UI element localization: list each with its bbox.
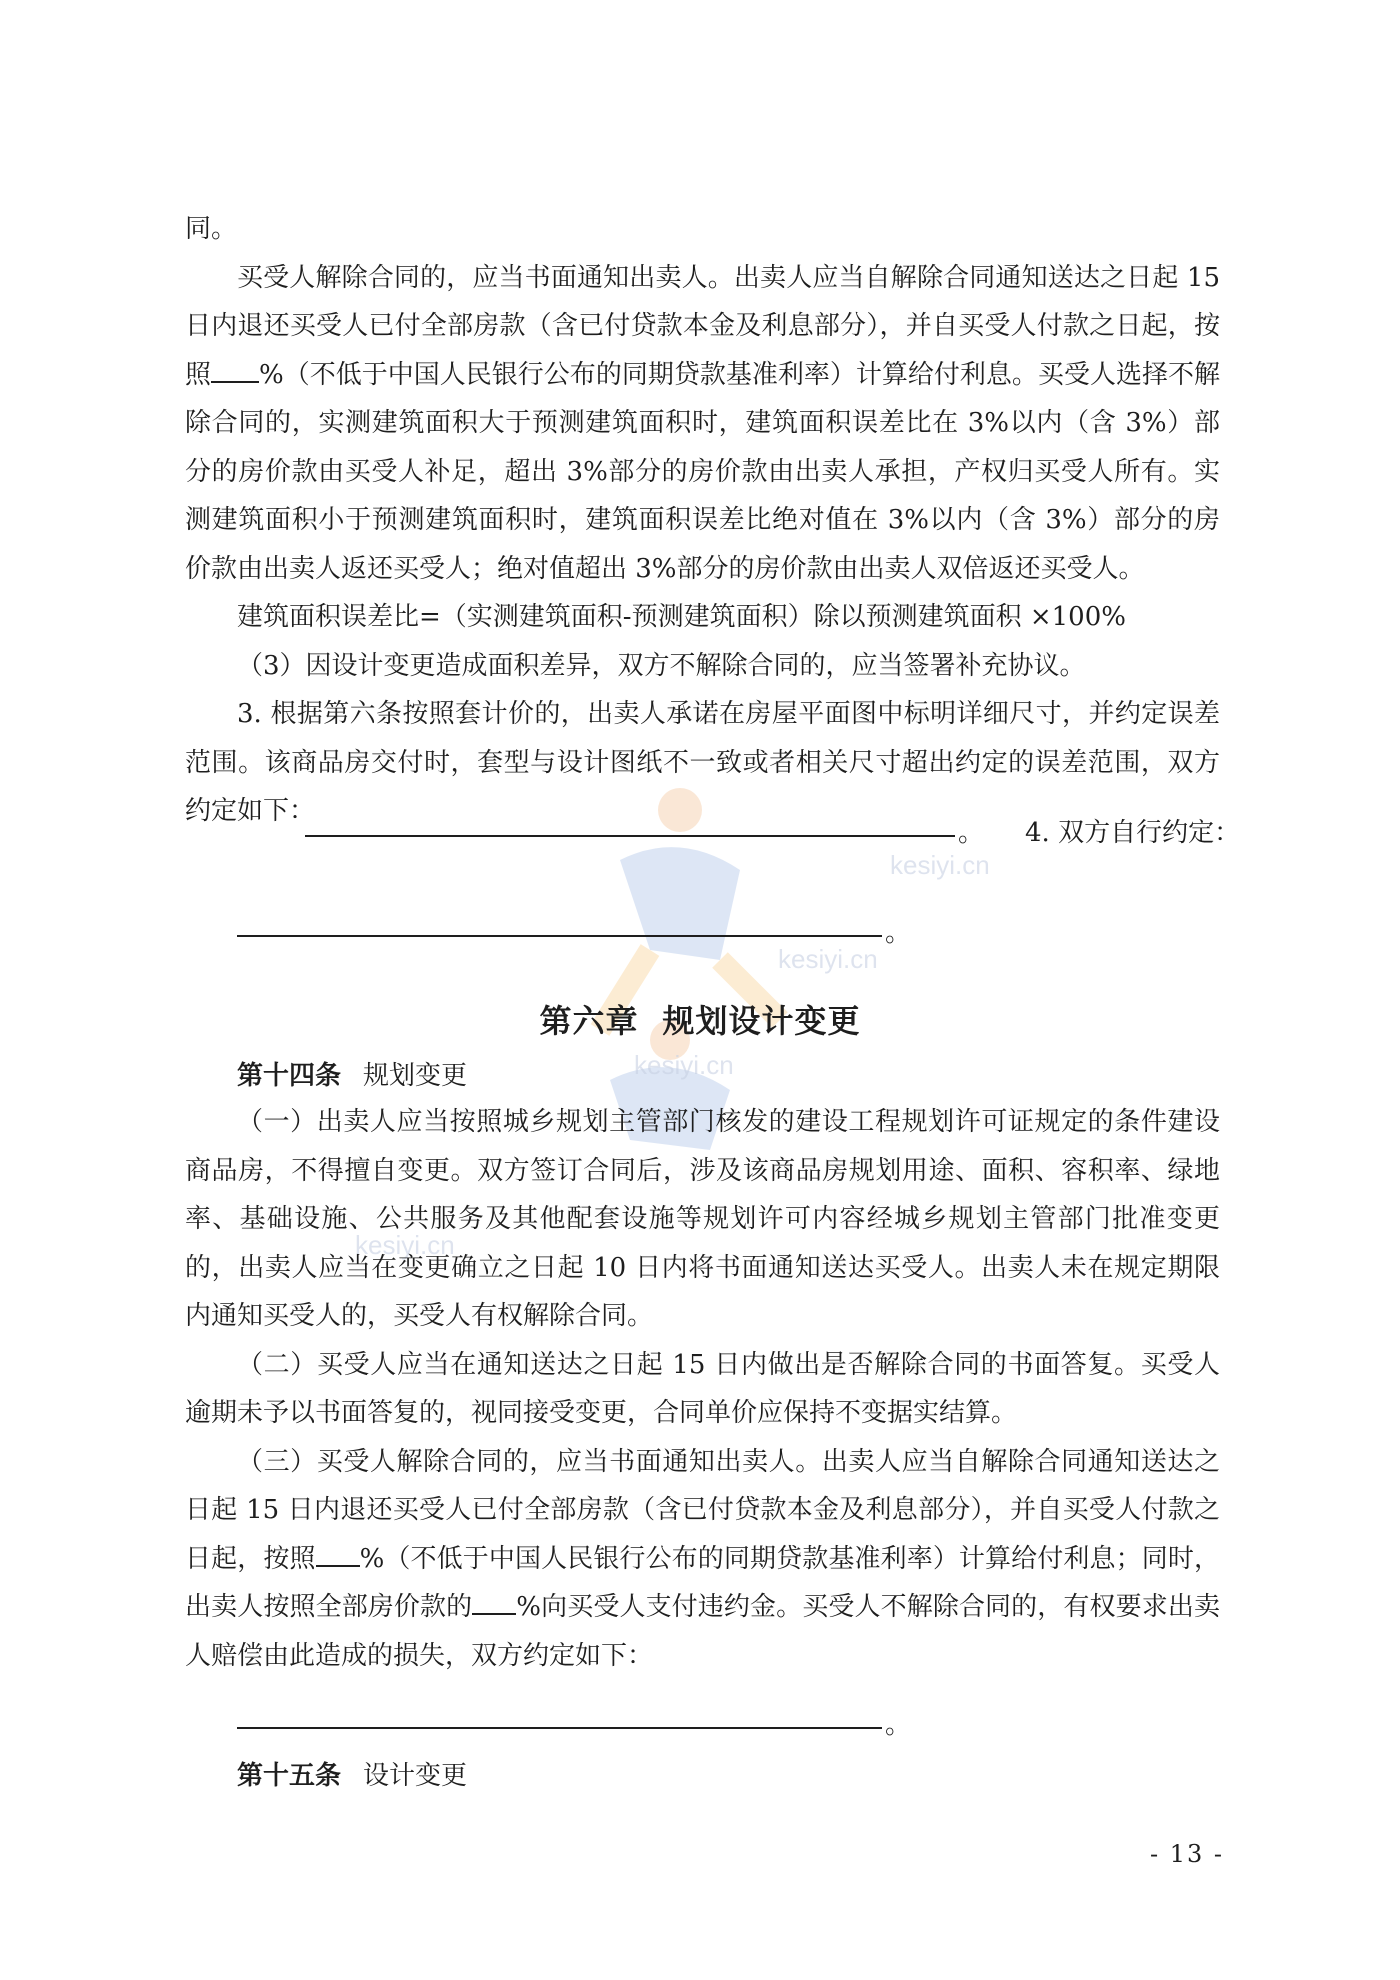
paragraph: （三）买受人解除合同的，应当书面通知出卖人。出卖人应当自解除合同通知送达之日起 15 日内退还买受人已付全部房款（含已付贷款本金及利息部分），并自买受人付款之日起，按照 %（不低于中国人民银行公布的同期贷款基准利率）计算给付利息；同时，出卖人按照全部房价款的 %向买受人支付违约金。买受人不解除合同的，有权要求出卖人赔偿由此造成的损失，双方约定如下： bbox=[185, 1446, 1220, 1671]
fill-blank bbox=[316, 1539, 360, 1567]
paragraph: 买受人解除合同的，应当书面通知出卖人。出卖人应当自解除合同通知送达之日起 15 日内退还买受人已付全部房款（含已付贷款本金及利息部分），并自买受人付款之日起，按照 %（不低于中国人民银行公布的同期贷款基准利率）计算给付利息。买受人选择不解除合同的，实测建筑面积大于预测建筑面积时，建筑面积误差比在 3%以内（含 3%）部分的房价款由买受人补足，超出 3%部分的房价款由出卖人承担，产权归买受人所有。实测建筑面积小于预测建筑面积时，建筑面积误差比绝对值在 3%以内（含 3%）部分的房价款由出卖人返还买受人；绝对值超出 3%部分的房价款由出卖人双倍返还买受人。 bbox=[185, 262, 1220, 584]
fill-line bbox=[305, 835, 955, 837]
body-text-article-14 bbox=[185, 1098, 1220, 1680]
watermark-text: kesiyi.cn bbox=[890, 850, 990, 880]
item-4-label: 4. 双方自行约定： bbox=[1025, 818, 1241, 848]
fill-line bbox=[237, 935, 882, 937]
fill-line bbox=[237, 1727, 882, 1729]
watermark-text: kesiyi.cn bbox=[778, 944, 878, 974]
formula-line: 建筑面积误差比=（实测建筑面积-预测建筑面积）除以预测建筑面积 ×100% bbox=[237, 602, 1126, 632]
paragraph: 3. 根据第六条按照套计价的，出卖人承诺在房屋平面图中标明详细尺寸，并约定误差范围。该商品房交付时，套型与设计图纸不一致或者相关尺寸超出约定的误差范围，双方约定如下： bbox=[185, 699, 1220, 826]
paragraph: 同。 bbox=[185, 214, 238, 244]
paragraph: （3）因设计变更造成面积差异，双方不解除合同的，应当签署补充协议。 bbox=[237, 650, 1086, 681]
body-text-upper bbox=[185, 205, 1220, 836]
period: 。 bbox=[885, 1710, 912, 1740]
chapter-heading: 第六章 规划设计变更 bbox=[539, 1002, 861, 1040]
article-14-heading: 第十四条 规划变更 bbox=[237, 1061, 468, 1091]
watermark-text: kesiyi.cn bbox=[355, 1230, 455, 1260]
period: 。 bbox=[885, 918, 912, 948]
fill-blank bbox=[472, 1587, 516, 1615]
period: 。 bbox=[958, 818, 985, 848]
paragraph: （一）出卖人应当按照城乡规划主管部门核发的建设工程规划许可证规定的条件建设商品房，不得擅自变更。双方签订合同后，涉及该商品房规划用途、面积、容积率、绿地率、基础设施、公共服务及其他配套设施等规划许可内容经城乡规划主管部门批准变更的，出卖人应当在变更确立之日起 10 日内将书面通知送达买受人。出卖人未在规定期限内通知买受人的，买受人有权解除合同。 bbox=[185, 1107, 1220, 1331]
watermark-text: kesiyi.cn bbox=[634, 1050, 734, 1080]
page-number: - 13 - bbox=[1150, 1840, 1225, 1868]
paragraph: （二）买受人应当在通知送达之日起 15 日内做出是否解除合同的书面答复。买受人逾期未予以书面答复的，视同接受变更，合同单价应保持不变据实结算。 bbox=[185, 1349, 1220, 1428]
article-15-heading: 第十五条 设计变更 bbox=[237, 1761, 468, 1791]
fill-blank bbox=[211, 355, 259, 383]
